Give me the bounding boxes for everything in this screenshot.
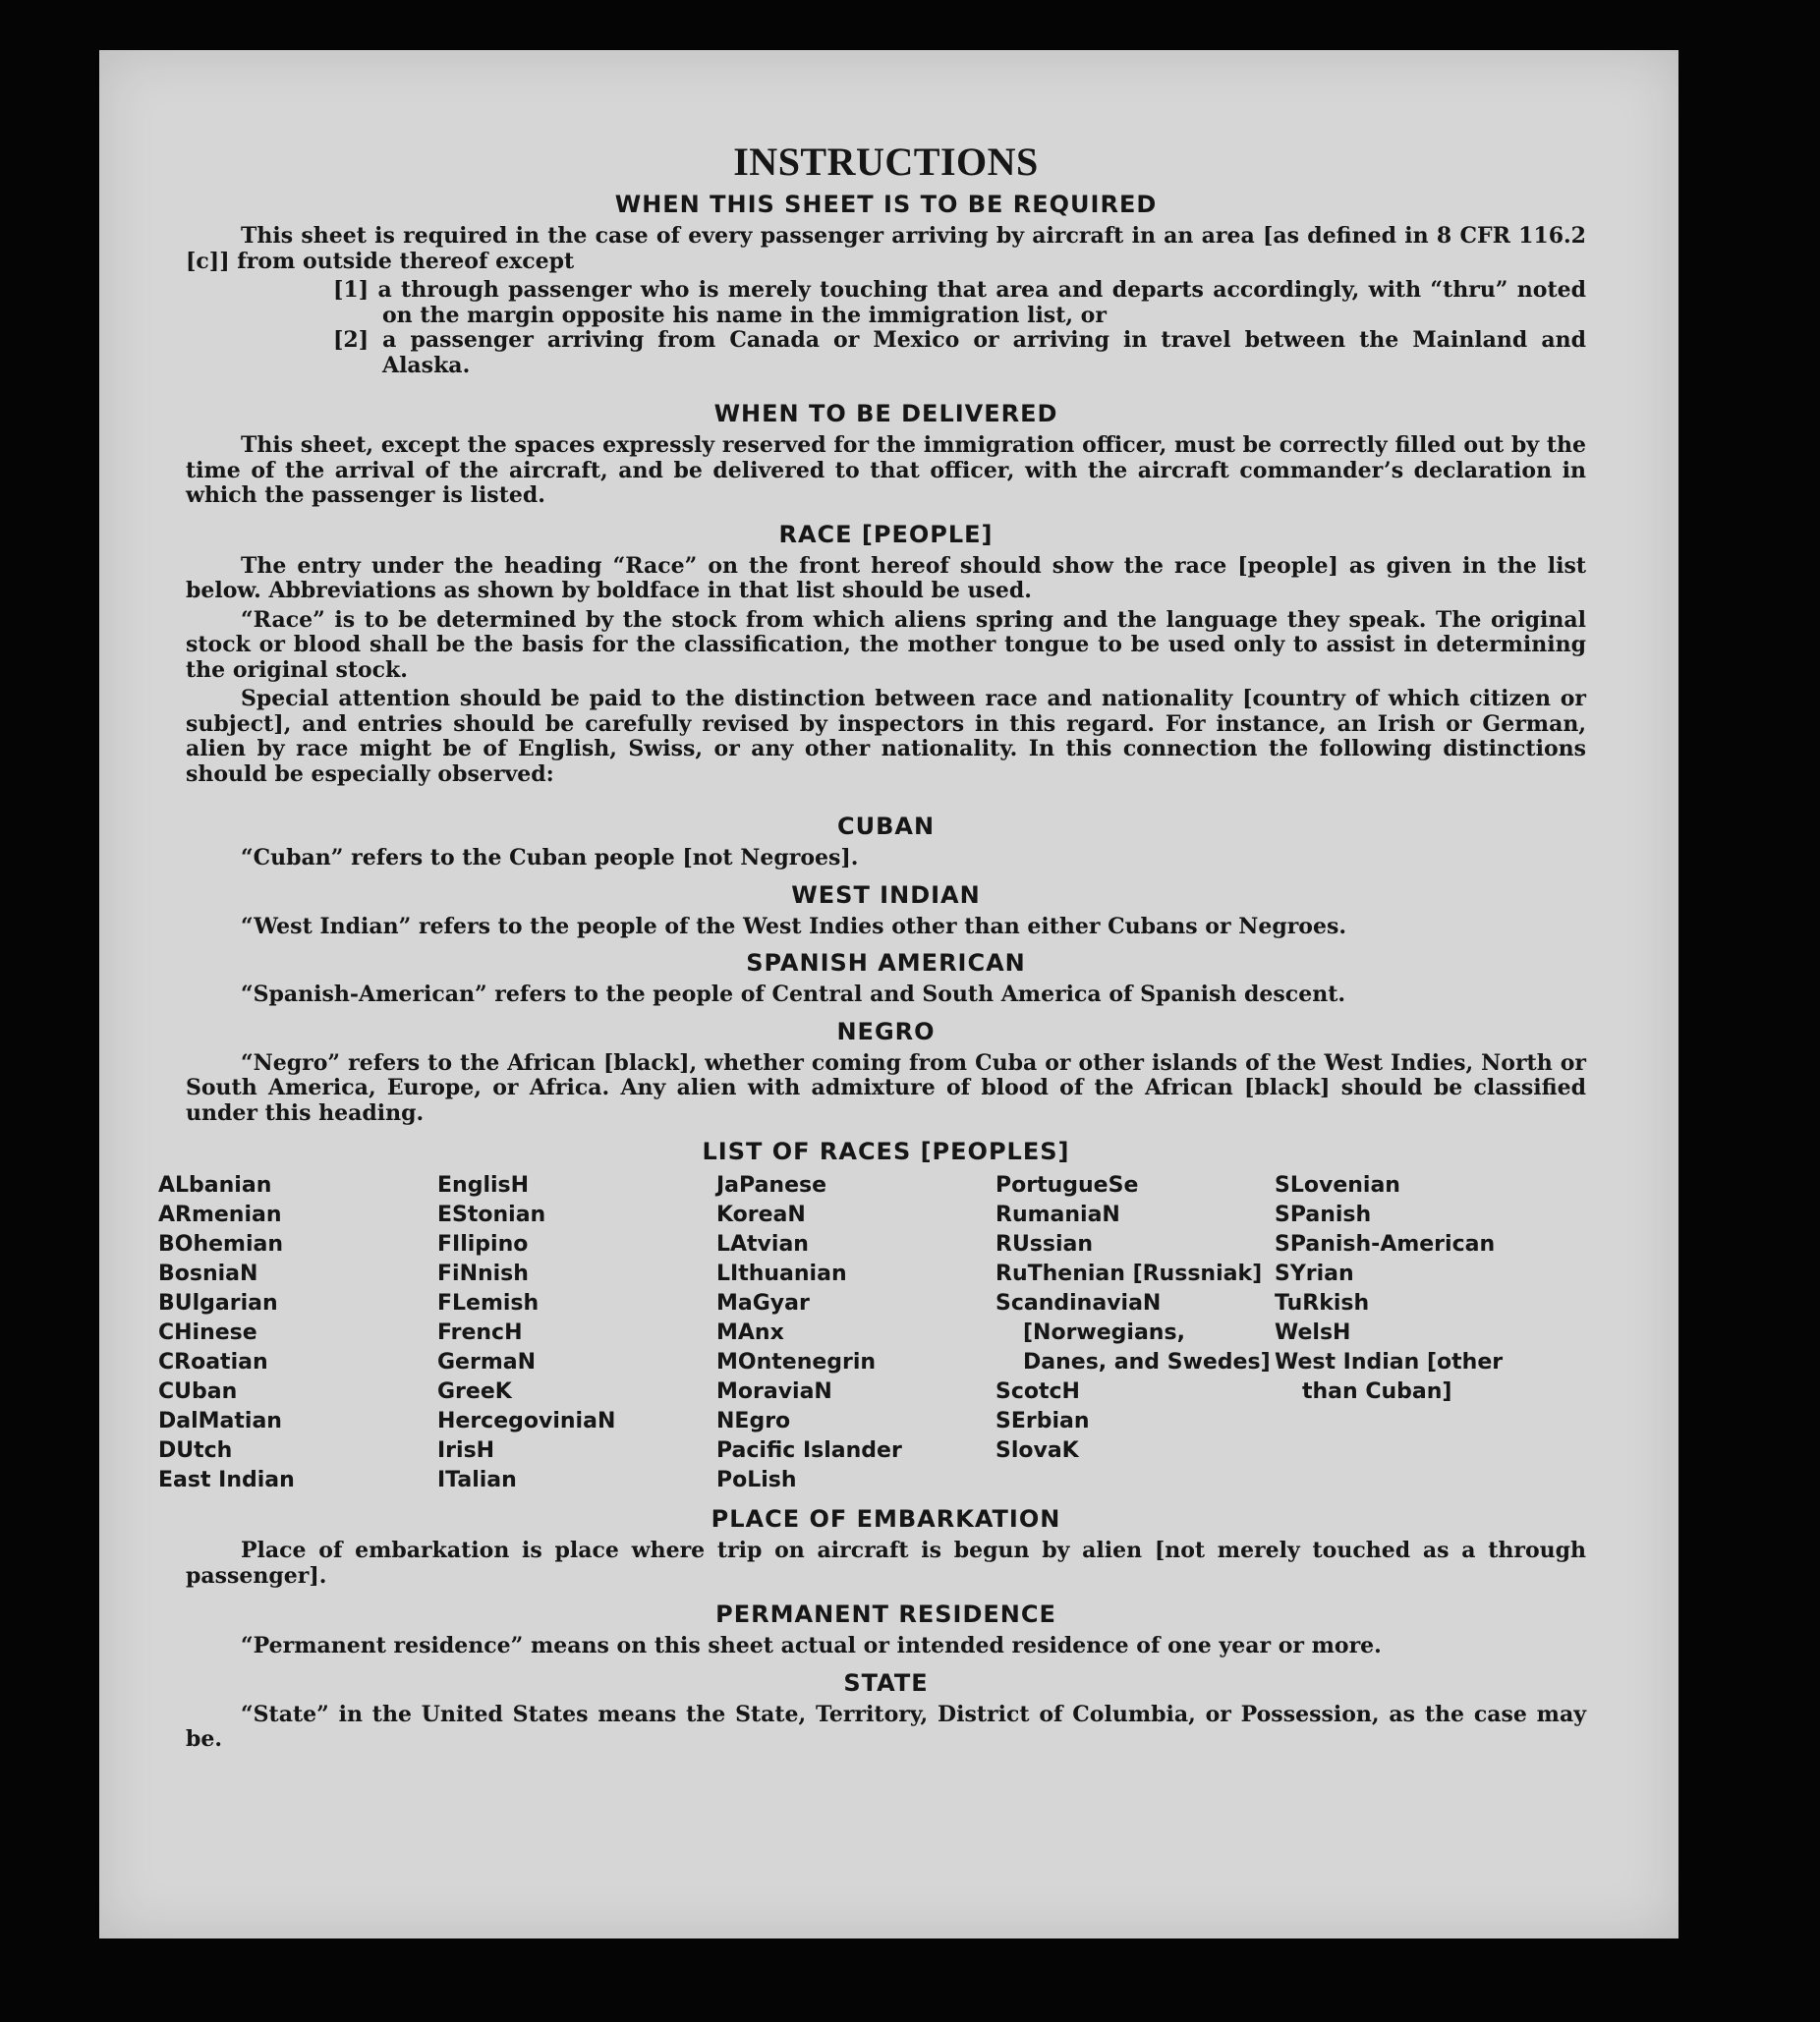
embarkation-text: Place of embarkation is place where trip on aircraft is begun by alien [not merely touched as a through passenger]. bbox=[186, 1538, 1586, 1589]
residence-text: “Permanent residence” means on this sheet actual or intended residence of one year or more. bbox=[241, 1633, 1382, 1658]
cuban-text: “Cuban” refers to the Cuban people [not Negroes]. bbox=[241, 845, 859, 871]
race-entry: GreeK bbox=[437, 1379, 512, 1404]
west-indian-text: “West Indian” refers to the people of the West Indies other than either Cubans or Negroes. bbox=[241, 913, 1347, 939]
race-entry: ITalian bbox=[437, 1468, 517, 1492]
race-entry: HercegoviniaN bbox=[437, 1409, 616, 1433]
race-entry: PortugueSe bbox=[995, 1173, 1139, 1198]
race-entry: ScandinaviaN [Norwegians, Danes, and Swedes] bbox=[995, 1291, 1271, 1375]
race-entry: SPanish-American bbox=[1275, 1232, 1496, 1257]
race-entry: MaGyar bbox=[716, 1291, 810, 1316]
heading-spanish-american: SPANISH AMERICAN bbox=[746, 949, 1026, 977]
race-entry: BOhemian bbox=[158, 1232, 284, 1257]
race-entry: TuRkish bbox=[1275, 1291, 1370, 1316]
race-entry: West Indian [other than Cuban] bbox=[1275, 1350, 1504, 1404]
race-entry: LIthuanian bbox=[716, 1262, 847, 1286]
heading-when-delivered: WHEN TO BE DELIVERED bbox=[713, 400, 1058, 427]
race-entry: MOntenegrin bbox=[716, 1350, 877, 1375]
race-entry: ScotcH bbox=[995, 1379, 1080, 1404]
negro-text: “Negro” refers to the African [black], whether coming from Cuba or other islands of the West Indies, North or South America, Europe, or Africa. Any alien with admixture of blood of the African [black] should be classified under this heading. bbox=[186, 1049, 1586, 1126]
heading-west-indian: WEST INDIAN bbox=[791, 880, 981, 909]
races-column-5 bbox=[1275, 1171, 1586, 1495]
races-column-3 bbox=[716, 1171, 1023, 1495]
race-entry: CRoatian bbox=[158, 1350, 268, 1375]
race-entry: SPanish bbox=[1275, 1203, 1372, 1227]
race-entry: IrisH bbox=[437, 1438, 495, 1463]
race-paragraph-2: “Race” is to be determined by the stock from which aliens spring and the language they speak. The original stock or blood shall be the basis for the classification, the mother tongue to be used only to assist in determining the original stock. bbox=[186, 606, 1586, 683]
race-entry: East Indian bbox=[158, 1468, 295, 1492]
race-entry: DUtch bbox=[158, 1438, 233, 1463]
race-entry: WelsH bbox=[1275, 1320, 1351, 1345]
race-paragraph-3: Special attention should be paid to the distinction between race and nationality [country of which citizen or subject], and entries should be carefully revised by inspectors in this regard. For instance, an Irish or German, alien by race might be of English, Swiss, or any other nationality. In this connection the following distinctions should be especially observed: bbox=[186, 686, 1586, 787]
spanish-american-text: “Spanish-American” refers to the people of Central and South America of Spanish descent. bbox=[241, 982, 1346, 1007]
page-title: INSTRUCTIONS bbox=[733, 140, 1039, 184]
heading-state: STATE bbox=[843, 1668, 929, 1697]
delivered-text: This sheet, except the spaces expressly reserved for the immigration officer, must be correctly filled out by the time of the arrival of the aircraft, and be delivered to that officer, with the aircraft commander’s declaration in which the passenger is listed. bbox=[186, 432, 1586, 508]
races-column-2 bbox=[437, 1171, 744, 1495]
race-entry: SYrian bbox=[1275, 1262, 1354, 1286]
race-entry: LAtvian bbox=[716, 1232, 809, 1257]
races-column-4 bbox=[995, 1171, 1302, 1495]
heading-permanent-residence: PERMANENT RESIDENCE bbox=[715, 1601, 1056, 1628]
race-entry: RumaniaN bbox=[995, 1203, 1120, 1227]
race-entry: FIlipino bbox=[437, 1232, 529, 1257]
race-entry: BosniaN bbox=[158, 1262, 258, 1286]
heading-place-of-embarkation: PLACE OF EMBARKATION bbox=[711, 1505, 1061, 1533]
required-item-1: [1] a through passenger who is merely touching that area and departs accordingly, with “thru” noted on the margin opposite his name in the immigration list, or bbox=[333, 277, 1586, 328]
state-text: “State” in the United States means the State, Territory, District of Columbia, or Possession, as the case may be. bbox=[186, 1701, 1586, 1752]
race-entry: CUban bbox=[158, 1379, 238, 1404]
race-entry: PoLish bbox=[716, 1468, 797, 1492]
race-entry: DalMatian bbox=[158, 1409, 282, 1433]
race-entry: EStonian bbox=[437, 1203, 546, 1227]
race-entry: SLovenian bbox=[1275, 1173, 1400, 1198]
race-entry: CHinese bbox=[158, 1320, 257, 1345]
required-intro: This sheet is required in the case of every passenger arriving by aircraft in an area [as defined in 8 CFR 116.2 [c]] from outside thereof except bbox=[186, 223, 1586, 274]
race-entry: SErbian bbox=[995, 1409, 1090, 1433]
races-list bbox=[158, 1171, 1586, 1495]
race-entry: ARmenian bbox=[158, 1203, 282, 1227]
races-column-1 bbox=[158, 1171, 465, 1495]
race-entry: RuThenian [Russniak] bbox=[995, 1262, 1263, 1286]
race-paragraph-1: The entry under the heading “Race” on the front hereof should show the race [people] as given in the list below. Abbreviations as shown by boldface in that list should be used. bbox=[186, 552, 1586, 603]
document-content bbox=[158, 139, 1586, 1757]
required-item-2: [2] a passenger arriving from Canada or Mexico or arriving in travel between the Mainland and Alaska. bbox=[333, 327, 1586, 378]
race-entry: BUlgarian bbox=[158, 1291, 278, 1316]
race-entry: Pacific Islander bbox=[716, 1438, 902, 1463]
race-entry: FiNnish bbox=[437, 1262, 529, 1286]
race-entry: EnglisH bbox=[437, 1173, 530, 1198]
heading-race: RACE [PEOPLE] bbox=[778, 520, 994, 548]
race-entry: ALbanian bbox=[158, 1173, 272, 1198]
heading-when-required: WHEN THIS SHEET IS TO BE REQUIRED bbox=[614, 191, 1158, 218]
race-entry: FLemish bbox=[437, 1291, 540, 1316]
race-entry: JaPanese bbox=[716, 1173, 827, 1198]
race-entry: MoraviaN bbox=[716, 1379, 832, 1404]
heading-cuban: CUBAN bbox=[836, 813, 936, 840]
race-entry: RUssian bbox=[995, 1232, 1094, 1257]
race-entry: FrencH bbox=[437, 1320, 523, 1345]
race-entry: GermaN bbox=[437, 1350, 537, 1375]
race-entry: NEgro bbox=[716, 1409, 791, 1433]
heading-list-of-races: LIST OF RACES [PEOPLES] bbox=[702, 1138, 1070, 1165]
heading-negro: NEGRO bbox=[836, 1017, 936, 1045]
race-entry: SlovaK bbox=[995, 1438, 1079, 1463]
document-sheet bbox=[99, 50, 1678, 1938]
race-entry: KoreaN bbox=[716, 1203, 806, 1227]
race-entry: MAnx bbox=[716, 1320, 784, 1345]
